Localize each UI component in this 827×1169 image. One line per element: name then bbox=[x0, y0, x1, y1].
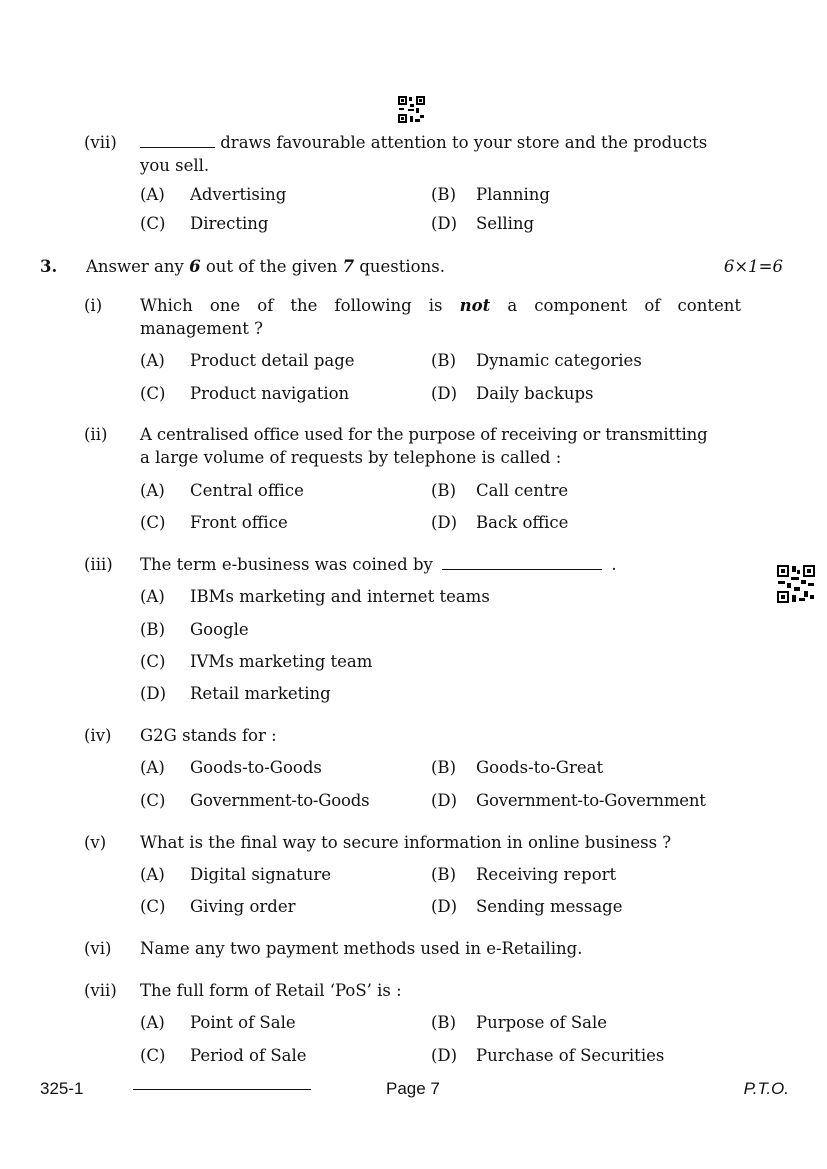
option-label: (B) bbox=[431, 351, 456, 370]
stem-text: Which one of the following is bbox=[140, 296, 443, 315]
answer-blank bbox=[140, 147, 215, 148]
q2-vii-number: (vii) bbox=[84, 133, 117, 152]
option-text: Giving order bbox=[190, 897, 296, 916]
option-label: (A) bbox=[140, 587, 165, 606]
option-text: Government-to-Goods bbox=[190, 791, 370, 810]
option-label: (B) bbox=[140, 620, 165, 639]
option-label: (B) bbox=[431, 758, 456, 777]
option-text: Point of Sale bbox=[190, 1013, 296, 1032]
option-text: Product navigation bbox=[190, 384, 350, 403]
option-label: (B) bbox=[431, 865, 456, 884]
sub-question-number: (ii) bbox=[84, 425, 108, 444]
option-text: Purchase of Securities bbox=[476, 1046, 665, 1065]
paper-code: 325-1 bbox=[40, 1079, 84, 1098]
option-text: Selling bbox=[476, 214, 535, 233]
side-qr-code-icon bbox=[777, 565, 815, 603]
option-label: (A) bbox=[140, 185, 165, 204]
footer-rule bbox=[133, 1089, 311, 1090]
option-label: (C) bbox=[140, 897, 166, 916]
option-label: (C) bbox=[140, 652, 166, 671]
option-label: (A) bbox=[140, 758, 165, 777]
sub-question-stem-line2: management ? bbox=[140, 319, 264, 338]
sub-question-number: (v) bbox=[84, 833, 107, 852]
option-text: Planning bbox=[476, 185, 550, 204]
sub-question-number: (vii) bbox=[84, 981, 117, 1000]
sub-question-stem bbox=[140, 296, 741, 315]
q2-vii-stem-line2: you sell. bbox=[140, 156, 210, 175]
option-label: (D) bbox=[431, 513, 458, 532]
sub-question-number: (iii) bbox=[84, 555, 113, 574]
option-text: Daily backups bbox=[476, 384, 594, 403]
stem-text: a component of content bbox=[507, 296, 741, 315]
stem-end: . bbox=[611, 555, 617, 574]
option-label: (D) bbox=[431, 897, 458, 916]
option-label: (A) bbox=[140, 1013, 165, 1032]
marks-allocation: 6×1=6 bbox=[723, 257, 783, 276]
option-label: (C) bbox=[140, 384, 166, 403]
option-text: Advertising bbox=[190, 185, 287, 204]
option-label: (B) bbox=[431, 185, 456, 204]
option-text: Central office bbox=[190, 481, 304, 500]
option-label: (D) bbox=[431, 384, 458, 403]
option-label: (A) bbox=[140, 865, 165, 884]
instruction-text: questions. bbox=[359, 257, 445, 276]
sub-question-number: (i) bbox=[84, 296, 103, 315]
sub-question-stem: A centralised office used for the purpose of receiving or transmitting bbox=[140, 425, 708, 444]
option-text: Receiving report bbox=[476, 865, 617, 884]
sub-question-stem: Name any two payment methods used in e-Retailing. bbox=[140, 939, 583, 958]
option-text: Period of Sale bbox=[190, 1046, 307, 1065]
option-label: (D) bbox=[431, 1046, 458, 1065]
option-text: Retail marketing bbox=[190, 684, 331, 703]
instruction-text: out of the given bbox=[205, 257, 338, 276]
option-text: Back office bbox=[476, 513, 569, 532]
option-text: IVMs marketing team bbox=[190, 652, 373, 671]
stem-emphasis: not bbox=[459, 296, 491, 315]
option-text: Digital signature bbox=[190, 865, 332, 884]
sub-question-stem: G2G stands for : bbox=[140, 726, 277, 745]
please-turn-over: P.T.O. bbox=[743, 1079, 789, 1098]
option-label: (B) bbox=[431, 1013, 456, 1032]
option-text: Dynamic categories bbox=[476, 351, 642, 370]
option-text: Government-to-Government bbox=[476, 791, 706, 810]
question-number: 3. bbox=[40, 257, 58, 276]
sub-question-stem-line2: a large volume of requests by telephone is called : bbox=[140, 448, 562, 467]
sub-question-stem: The full form of Retail ‘PoS’ is : bbox=[140, 981, 402, 1000]
sub-question-number: (vi) bbox=[84, 939, 112, 958]
option-text: IBMs marketing and internet teams bbox=[190, 587, 490, 606]
option-label: (B) bbox=[431, 481, 456, 500]
option-text: Product detail page bbox=[190, 351, 355, 370]
question-instruction bbox=[86, 257, 445, 276]
option-label: (D) bbox=[431, 214, 458, 233]
option-text: Google bbox=[190, 620, 249, 639]
total-count: 7 bbox=[342, 257, 355, 276]
q2-vii-stem-line1 bbox=[140, 133, 707, 152]
option-text: Goods-to-Goods bbox=[190, 758, 322, 777]
option-text: Directing bbox=[190, 214, 269, 233]
option-text: Front office bbox=[190, 513, 288, 532]
option-label: (C) bbox=[140, 214, 166, 233]
sub-question-stem bbox=[140, 555, 617, 574]
q2-vii-stem-text: draws favourable attention to your store and the products bbox=[220, 133, 708, 152]
option-text: Goods-to-Great bbox=[476, 758, 604, 777]
option-text: Purpose of Sale bbox=[476, 1013, 608, 1032]
option-label: (A) bbox=[140, 351, 165, 370]
top-qr-code-icon bbox=[398, 96, 425, 123]
page-number: Page 7 bbox=[386, 1079, 440, 1098]
option-text: Call centre bbox=[476, 481, 569, 500]
instruction-text: Answer any bbox=[86, 257, 184, 276]
option-label: (C) bbox=[140, 513, 166, 532]
answer-blank bbox=[442, 569, 602, 570]
option-text: Sending message bbox=[476, 897, 623, 916]
option-label: (D) bbox=[431, 791, 458, 810]
stem-text: The term e-business was coined by bbox=[140, 555, 433, 574]
sub-question-number: (iv) bbox=[84, 726, 112, 745]
option-label: (A) bbox=[140, 481, 165, 500]
sub-question-stem: What is the final way to secure information in online business ? bbox=[140, 833, 672, 852]
option-label: (C) bbox=[140, 791, 166, 810]
answer-count: 6 bbox=[189, 257, 201, 276]
option-label: (C) bbox=[140, 1046, 166, 1065]
option-label: (D) bbox=[140, 684, 167, 703]
